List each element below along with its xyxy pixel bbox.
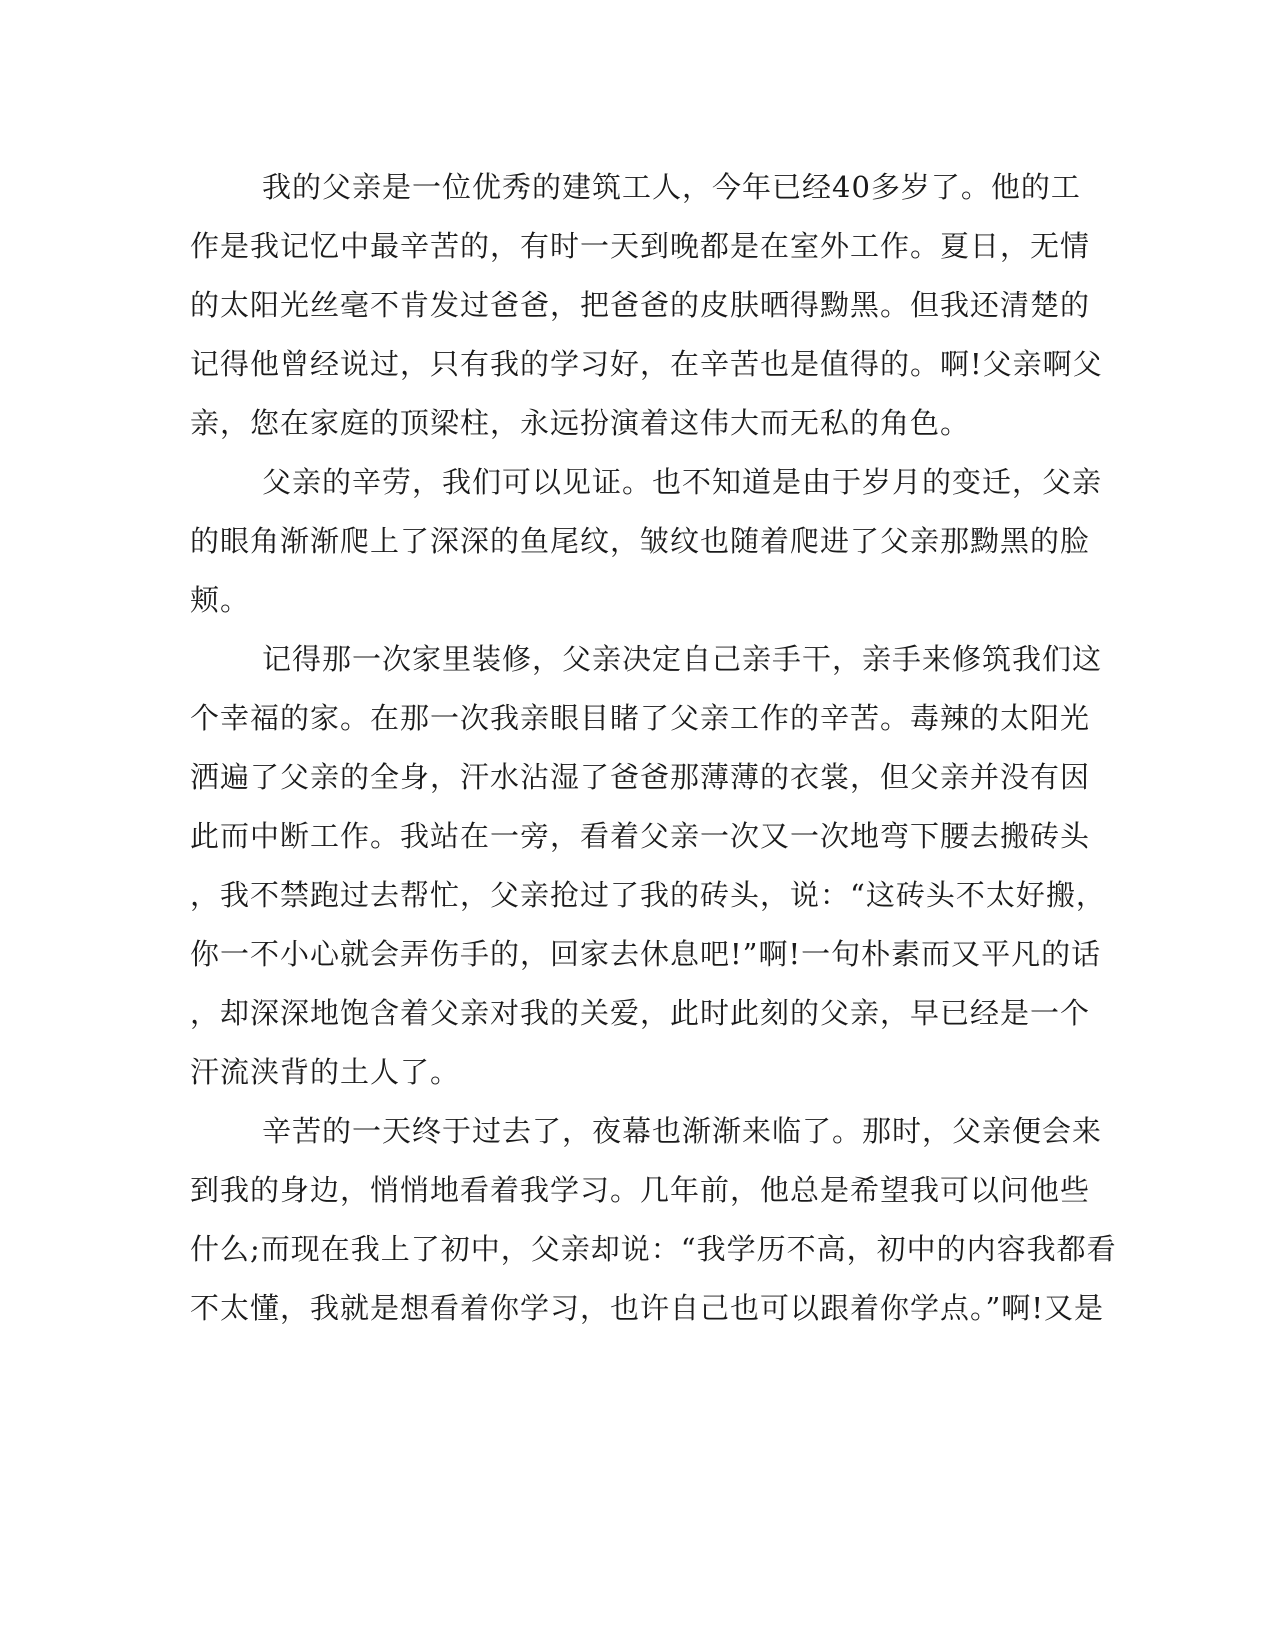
text-line: 辛苦的一天终于过去了，夜幕也渐渐来临了。那时，父亲便会来 <box>262 1114 1103 1148</box>
text-line: ，却深深地饱含着父亲对我的关爱，此时此刻的父亲，早已经是一个 <box>190 996 1091 1030</box>
text-line: 此而中断工作。我站在一旁，看着父亲一次又一次地弯下腰去搬砖头 <box>190 819 1091 853</box>
text-line: 汗流浃背的土人了。 <box>190 1055 461 1089</box>
text-line: 记得那一次家里装修，父亲决定自己亲手干，亲手来修筑我们这 <box>262 642 1103 676</box>
text-line: 记得他曾经说过，只有我的学习好，在辛苦也是值得的。啊!父亲啊父 <box>190 347 1103 381</box>
text-line: 不太懂，我就是想看着你学习，也许自己也可以跟着你学点。”啊!又是 <box>190 1291 1104 1325</box>
text-line: 父亲的辛劳，我们可以见证。也不知道是由于岁月的变迁，父亲 <box>262 465 1103 499</box>
text-line: 你一不小心就会弄伤手的，回家去休息吧!”啊!一句朴素而又平凡的话 <box>190 937 1102 971</box>
text-line: 什么;而现在我上了初中，父亲却说：“我学历不高，初中的内容我都看 <box>190 1232 1117 1266</box>
text-line: 亲，您在家庭的顶梁柱，永远扮演着这伟大而无私的角色。 <box>190 406 971 440</box>
text-line: 我的父亲是一位优秀的建筑工人，今年已经40多岁了。他的工 <box>262 170 1081 204</box>
text-line: 洒遍了父亲的全身，汗水沾湿了爸爸那薄薄的衣裳，但父亲并没有因 <box>190 760 1091 794</box>
text-line: 的太阳光丝毫不肯发过爸爸，把爸爸的皮肤晒得黝黑。但我还清楚的 <box>190 288 1091 322</box>
text-line: 颊。 <box>190 583 251 617</box>
text-line: 的眼角渐渐爬上了深深的鱼尾纹，皱纹也随着爬进了父亲那黝黑的脸 <box>190 524 1091 558</box>
essay-body <box>190 158 1117 1338</box>
text-line: 到我的身边，悄悄地看着我学习。几年前，他总是希望我可以问他些 <box>190 1173 1091 1207</box>
text-line: 作是我记忆中最辛苦的，有时一天到晚都是在室外工作。夏日，无情 <box>190 229 1091 263</box>
text-line: ，我不禁跑过去帮忙，父亲抢过了我的砖头，说：“这砖头不太好搬， <box>190 878 1106 912</box>
text-line: 个幸福的家。在那一次我亲眼目睹了父亲工作的辛苦。毒辣的太阳光 <box>190 701 1091 735</box>
